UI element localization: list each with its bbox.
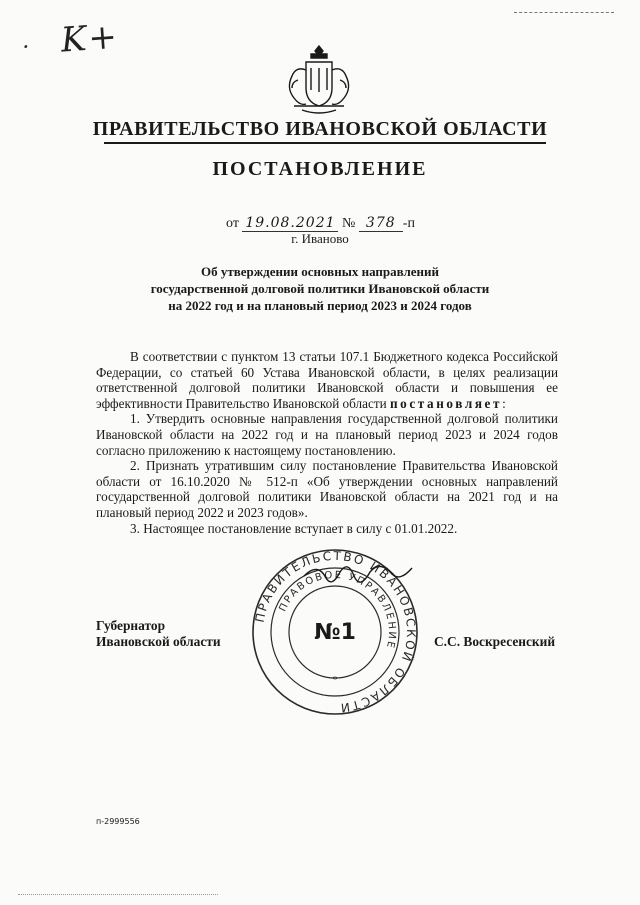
annotation-dot: · [21,34,33,61]
item-paragraph: 2. Признать утратившим силу постановление Правительства Ивановской области от 16.10.2020 № 512-п «Об утверждении основных направлений государственной долговой политики Ивановской области на 2021 год и на плановый период 2022 и 2023 годов». [96,458,558,520]
signer-name: С.С. Воскресенский [434,634,556,649]
date-prefix: от [226,216,239,231]
number-prefix: № [341,216,356,231]
document-type: ПОСТАНОВЛЕНИЕ [212,158,428,180]
item-paragraph: 1. Утвердить основные направления государственной долговой политики Ивановской области на 2022 год и на плановый период 2023 и 2024 годов согласно приложению к настоящему постановлению. [96,411,558,458]
stamp-outer-text: ПРАВИТЕЛЬСТВО ИВАНОВСКОЙ ОБЛАСТИ [252,548,419,716]
stamp-inner-text: ПРАВОВОЕ УПРАВЛЕНИЕ [277,569,398,651]
signer-position-line: Ивановской области [96,634,221,649]
number-value: 378 [359,215,403,232]
decree-colon: : [502,395,506,411]
document-code: п-2999556 [96,817,140,826]
scan-mark-top [514,12,614,13]
document-subject [0,263,640,314]
preamble-text: В соответствии с пунктом 13 статьи 107.1 Бюджетного кодекса Российской Федерации, со статьей 60 Устава Ивановской области, в целях реализации ответственной долговой политики Ивановской области и повышения ее эффективности Правительство Ивановской области [96,349,558,411]
annotation-text: K+ [59,16,121,61]
government-title: ПРАВИТЕЛЬСТВО ИВАНОВСКОЙ ОБЛАСТИ [92,118,548,140]
preamble-paragraph [96,349,558,411]
handwritten-annotation [21,17,120,64]
number-suffix: -п [402,216,415,231]
decree-word: постановляет [389,395,503,411]
stamp-center-number: №1 [314,620,356,645]
subject-line: государственной долговой политики Ивановской области [150,281,490,296]
stamp-star-icon: * [332,675,338,686]
date-number-line [226,215,415,232]
signer-position-line: Губернатор [96,618,166,633]
item-paragraph: 3. Настоящее постановление вступает в силу с 01.01.2022. [130,520,458,536]
date-value: 19.08.2021 [242,215,338,232]
coat-of-arms-emblem [284,40,354,118]
subject-line: Об утверждении основных направлений [200,264,440,279]
scan-mark-bottom [18,894,218,895]
city: г. Иваново [291,231,349,246]
title-underline [104,142,546,144]
handwritten-signature [300,556,440,586]
document-body [96,349,558,536]
signer-position [96,618,221,650]
subject-line: на 2022 год и на плановый период 2023 и 2024 годов [168,298,472,313]
